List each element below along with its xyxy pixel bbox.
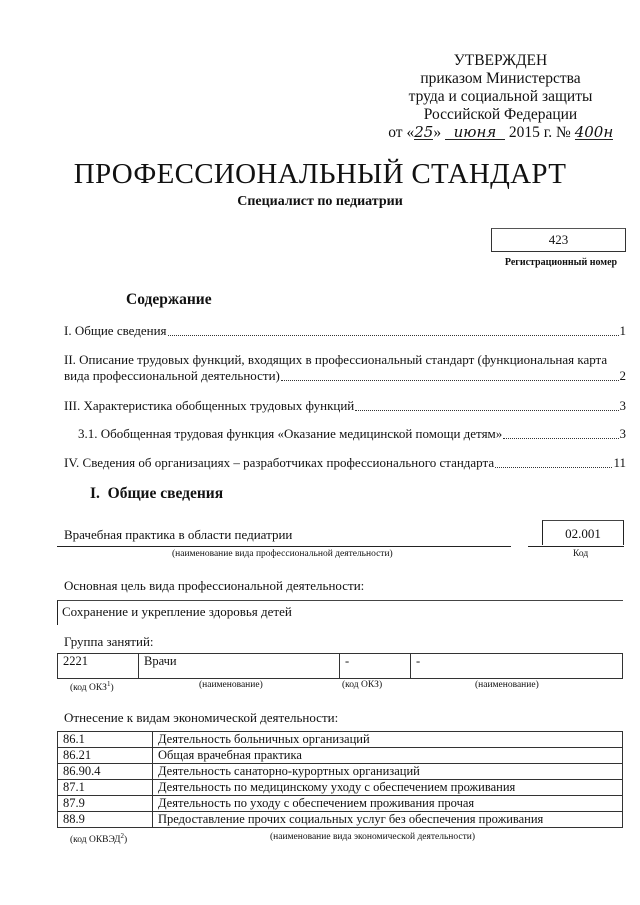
page-subtitle: Специалист по педиатрии <box>237 194 403 209</box>
table-row <box>58 780 623 796</box>
table-row <box>58 796 623 812</box>
caption-close: ) <box>123 835 128 846</box>
code-box: 02.001 <box>542 520 624 545</box>
approval-line: труда и социальной защиты <box>408 88 593 105</box>
page-title: ПРОФЕССИОНАЛЬНЫЙ СТАНДАРТ <box>73 158 567 190</box>
okz-code-caption <box>70 680 114 693</box>
toc-dots <box>503 438 618 439</box>
activity-caption: (наименование вида профессиональной деятельности) <box>172 549 393 559</box>
okz-code-caption-2: (код ОКЗ) <box>342 680 383 690</box>
toc-item-page: 11 <box>613 455 626 470</box>
occupation-name: Врачи <box>139 654 340 679</box>
econ-code: 87.9 <box>58 796 153 812</box>
econ-name: Предоставление прочих социальных услуг без обеспечения проживания <box>153 812 623 828</box>
toc-item[interactable] <box>78 426 626 442</box>
toc-item[interactable] <box>64 398 626 414</box>
economic-activity-table <box>57 731 623 828</box>
toc-item-text: 3.1. Обобщенная трудовая функция «Оказание медицинской помощи детям» <box>78 426 503 441</box>
approval-line: приказом Министерства <box>420 70 581 87</box>
order-number: 400н <box>574 123 614 141</box>
aim-label: Основная цель вида профессиональной деятельности: <box>64 578 365 593</box>
toc-item-text-line1: II. Описание трудовых функций, входящих в профессиональный стандарт (функциональная карта <box>64 352 608 367</box>
table-row <box>58 812 623 828</box>
table-row <box>58 764 623 780</box>
group-label: Группа занятий: <box>64 634 154 649</box>
footnote-mark: 2 <box>120 832 124 840</box>
toc-item-page: 1 <box>619 323 626 338</box>
econ-name: Общая врачебная практика <box>153 748 623 764</box>
okved-name-caption: (наименование вида экономической деятельности) <box>270 832 475 842</box>
date-month: июня <box>445 125 505 140</box>
toc-item-text: I. Общие сведения <box>64 323 167 338</box>
aim-text: Сохранение и укрепление здоровья детей <box>62 604 292 619</box>
occupation-name-caption: (наименование) <box>199 680 263 690</box>
occupation-table <box>57 653 623 679</box>
activity-underline <box>57 546 511 547</box>
toc-heading: Содержание <box>126 291 212 308</box>
econ-name: Деятельность по уходу с обеспечением проживания прочая <box>153 796 623 812</box>
approval-line: УТВЕРЖДЕН <box>453 52 548 69</box>
occupation-name-2: - <box>411 654 623 679</box>
approval-date <box>378 124 623 142</box>
toc-item-text: IV. Сведения об организациях – разработчиках профессионального стандарта <box>64 455 495 470</box>
toc-dots <box>281 380 619 381</box>
toc-item-page: 3 <box>619 398 626 413</box>
date-year: 2015 г. № <box>508 124 571 141</box>
occupation-code-2: - <box>340 654 411 679</box>
toc-item[interactable] <box>64 352 626 384</box>
caption-close: ) <box>110 683 114 694</box>
table-row <box>58 748 623 764</box>
toc-dots <box>495 467 612 468</box>
occupation-code: 2221 <box>58 654 139 679</box>
toc-item-text: III. Характеристика обобщенных трудовых функций <box>64 398 355 413</box>
toc-item-text: вида профессиональной деятельности) <box>64 368 280 383</box>
toc-item-page: 2 <box>619 368 626 383</box>
econ-code: 86.1 <box>58 732 153 748</box>
occupation-name-caption-2: (наименование) <box>475 680 539 690</box>
date-day: 25 <box>414 123 434 141</box>
toc-item-page: 3 <box>619 426 626 441</box>
footnote-mark: 1 <box>106 680 111 688</box>
table-row <box>58 654 623 679</box>
econ-code: 88.9 <box>58 812 153 828</box>
code-caption: Код <box>573 549 589 559</box>
table-row <box>58 732 623 748</box>
caption-text: (код ОКЗ <box>70 683 107 694</box>
econ-code: 86.21 <box>58 748 153 764</box>
approval-line: Российской Федерации <box>423 106 578 123</box>
approval-block <box>378 52 623 142</box>
activity-name: Врачебная практика в области педиатрии <box>64 527 293 542</box>
econ-name: Деятельность больничных организаций <box>153 732 623 748</box>
section-heading: I. Общие сведения <box>90 485 224 502</box>
toc-dots <box>168 335 619 336</box>
toc-item[interactable] <box>64 455 626 471</box>
econ-code: 87.1 <box>58 780 153 796</box>
date-mid: » <box>433 124 442 141</box>
toc-dots <box>355 410 618 411</box>
okved-code-caption <box>70 832 127 845</box>
econ-name: Деятельность по медицинскому уходу с обеспечением проживания <box>153 780 623 796</box>
caption-text: (код ОКВЭД <box>70 835 121 846</box>
econ-label: Отнесение к видам экономической деятельности: <box>64 710 339 725</box>
date-prefix: от « <box>388 124 415 141</box>
toc-item[interactable] <box>64 323 626 339</box>
econ-name: Деятельность санаторно-курортных организаций <box>153 764 623 780</box>
registration-number-box: 423 <box>491 228 626 252</box>
code-underline <box>528 546 624 547</box>
registration-label: Регистрационный номер <box>504 257 618 268</box>
econ-code: 86.90.4 <box>58 764 153 780</box>
